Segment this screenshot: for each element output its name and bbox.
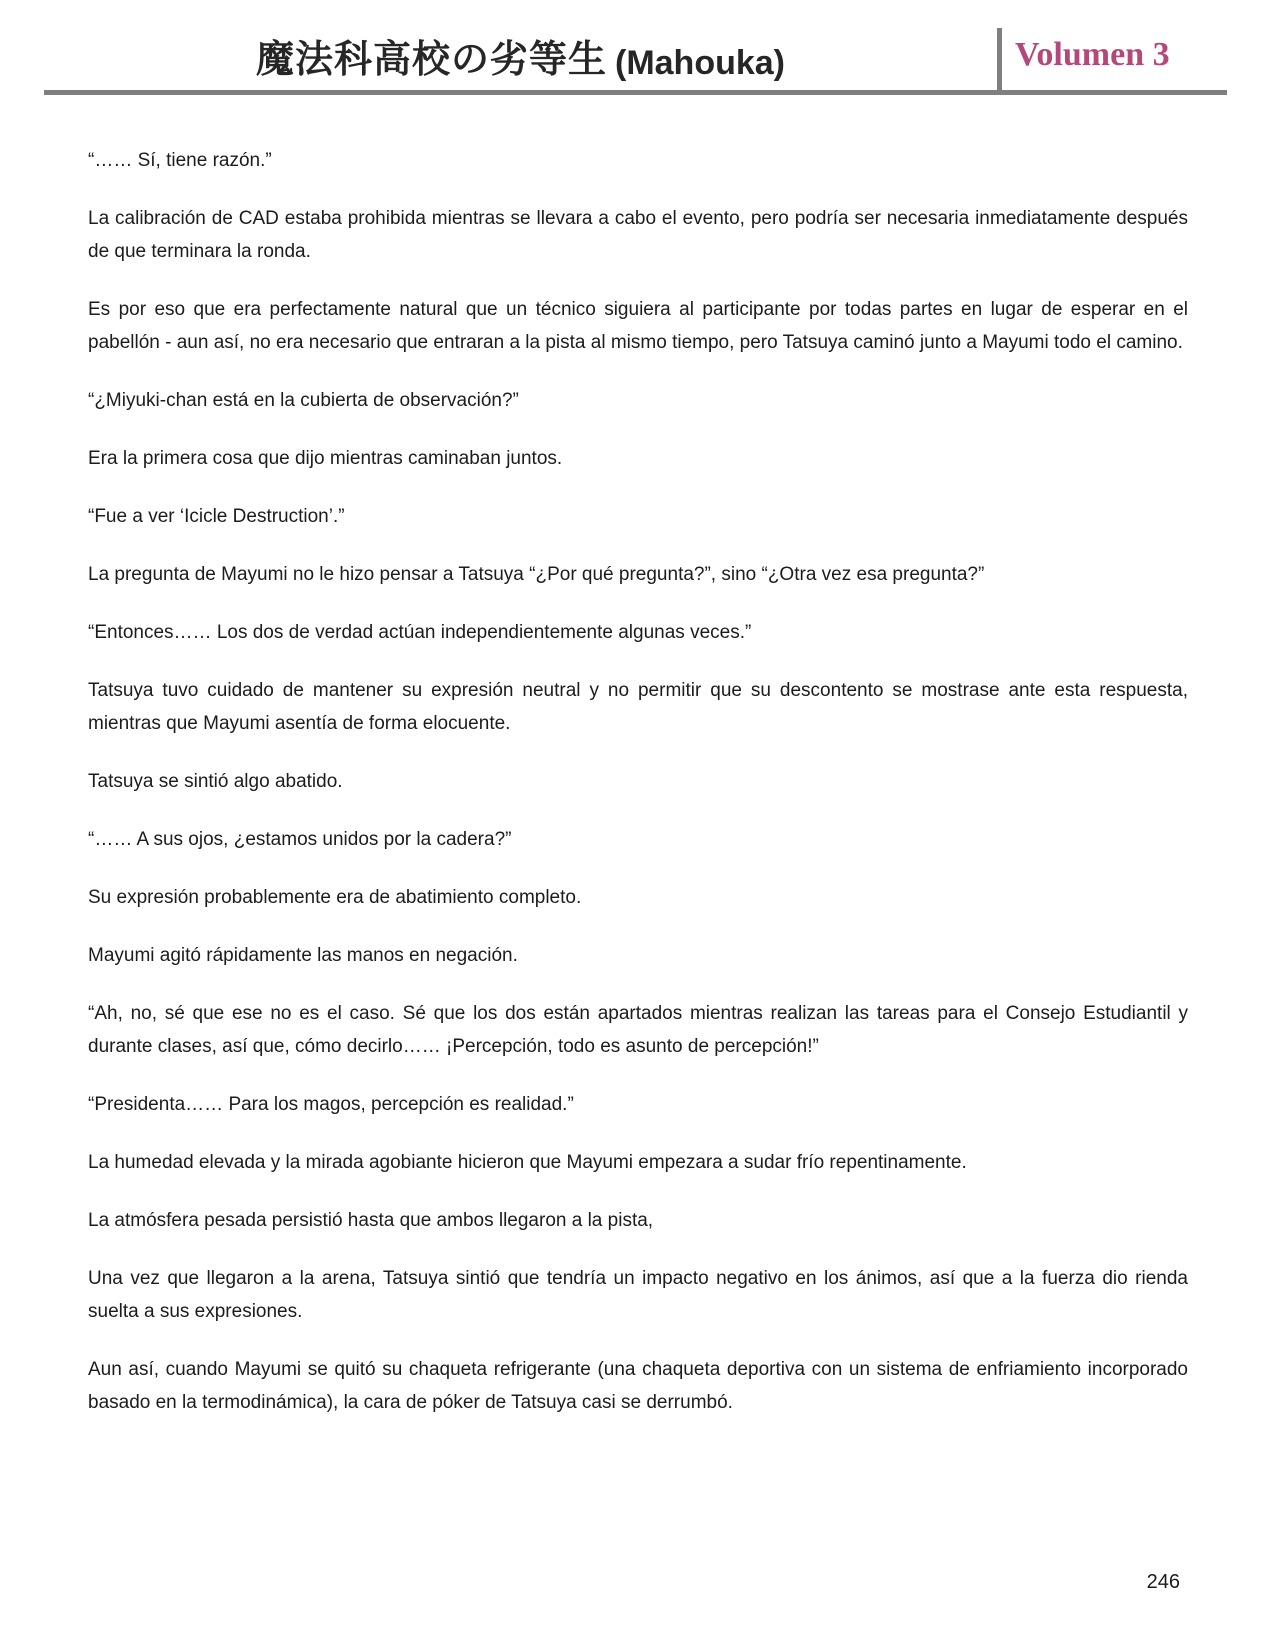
page-title xyxy=(44,28,997,90)
page-number: 246 xyxy=(1146,1571,1180,1593)
page-title-japanese: 魔法科高校の劣等生 xyxy=(255,39,607,81)
paragraph: Mayumi agitó rápidamente las manos en negación. xyxy=(88,945,518,966)
paragraph: La atmósfera pesada persistió hasta que ambos llegaron a la pista, xyxy=(88,1210,654,1231)
paragraph: “Ah, no, sé que ese no es el caso. Sé que los dos están apartados mientras realizan las tareas para el Consejo Estudiantil y durante clases, así que, cómo decirlo…… ¡Percepción, todo es asunto de percepción!” xyxy=(88,1003,1188,1057)
paragraph: Una vez que llegaron a la arena, Tatsuya sintió que tendría un impacto negativo en los ánimos, así que a la fuerza dio rienda suelta a sus expresiones. xyxy=(88,1268,1188,1322)
volume-area xyxy=(1002,36,1227,90)
paragraph: Es por eso que era perfectamente natural que un técnico siguiera al participante por todas partes en lugar de esperar en el pabellón - aun así, no era necesario que entraran a la pista al mismo tiempo, pero Tatsuya caminó junto a Mayumi todo el camino. xyxy=(88,299,1188,353)
page-body xyxy=(88,144,1188,1444)
paragraph: Su expresión probablemente era de abatimiento completo. xyxy=(88,887,582,908)
paragraph: Aun así, cuando Mayumi se quitó su chaqueta refrigerante (una chaqueta deportiva con un sistema de enfriamiento incorporado basado en la termodinámica), la cara de póker de Tatsuya casi se derrumbó. xyxy=(88,1359,1188,1413)
paragraph: “¿Miyuki-chan está en la cubierta de observación?” xyxy=(88,390,519,411)
paragraph: La humedad elevada y la mirada agobiante hicieron que Mayumi empezara a sudar frío repentinamente. xyxy=(88,1152,967,1173)
paragraph: “…… A sus ojos, ¿estamos unidos por la cadera?” xyxy=(88,829,512,850)
volume-label: Volumen 3 xyxy=(1015,36,1170,73)
paragraph: “Entonces…… Los dos de verdad actúan independientemente algunas veces.” xyxy=(88,622,752,643)
paragraph: “…… Sí, tiene razón.” xyxy=(88,150,272,171)
paragraph: La calibración de CAD estaba prohibida mientras se llevara a cabo el evento, pero podría ser necesaria inmediatamente después de que terminara la ronda. xyxy=(88,208,1188,262)
page-header xyxy=(44,0,1227,95)
paragraph: “Fue a ver ‘Icicle Destruction’.” xyxy=(88,506,345,527)
paragraph: Tatsuya tuvo cuidado de mantener su expresión neutral y no permitir que su descontento se mostrase ante esta respuesta, mientras que Mayumi asentía de forma elocuente. xyxy=(88,680,1188,734)
paragraph: Era la primera cosa que dijo mientras caminaban juntos. xyxy=(88,448,563,469)
page-title-romaji: (Mahouka) xyxy=(615,44,785,82)
paragraph: La pregunta de Mayumi no le hizo pensar a Tatsuya “¿Por qué pregunta?”, sino “¿Otra vez esa pregunta?” xyxy=(88,564,985,585)
paragraph: Tatsuya se sintió algo abatido. xyxy=(88,771,343,792)
paragraph: “Presidenta…… Para los magos, percepción es realidad.” xyxy=(88,1094,574,1115)
